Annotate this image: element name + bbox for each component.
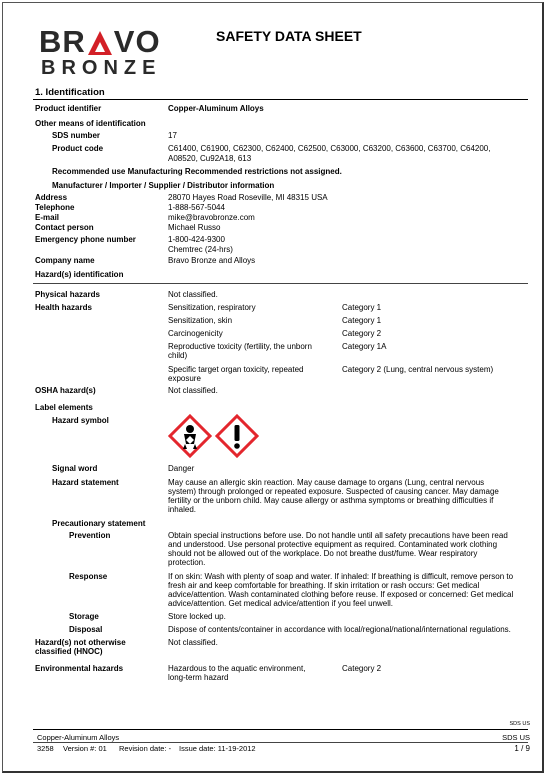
- response-line: advice/attention. Get medical advice/attention if you feel unwell.: [168, 599, 394, 608]
- health-hazard-name-cont: exposure: [168, 374, 201, 383]
- disposal-value: Dispose of contents/container in accordance with local/regional/national/international regulations.: [168, 625, 511, 634]
- footer-revision: Revision date: -: [119, 744, 172, 753]
- footer-version: Version #: 01: [63, 744, 107, 753]
- sds-number-value: 17: [168, 131, 177, 140]
- health-hazard-category: Category 2: [342, 329, 382, 338]
- hnoc-value: Not classified.: [168, 638, 218, 647]
- section-rule: [33, 99, 528, 100]
- sds-number-label: SDS number: [52, 131, 101, 140]
- product-code-label: Product code: [52, 144, 104, 153]
- emergency-label: Emergency phone number: [35, 235, 136, 244]
- logo-text-left: BR: [39, 24, 86, 59]
- label-elements-label: Label elements: [35, 403, 93, 412]
- environmental-hazard-name: Hazardous to the aquatic environment,: [168, 664, 306, 673]
- manufacturer-label: Manufacturer / Importer / Supplier / Distributor information: [52, 181, 275, 190]
- footer-issue-date: Issue date: 11-19-2012: [179, 744, 256, 753]
- bravo-bronze-logo: [39, 24, 162, 79]
- health-hazard-category: Category 2 (Lung, central nervous system): [342, 365, 494, 374]
- hnoc-label-cont: classified (HNOC): [35, 647, 103, 656]
- response-label: Response: [69, 572, 108, 581]
- exclamation-pictogram-icon: [215, 414, 259, 458]
- contact-value: Michael Russo: [168, 223, 221, 232]
- footer-sds-us: SDS US: [502, 733, 530, 742]
- sds-page: [2, 2, 544, 773]
- footer-rule: [33, 729, 528, 730]
- health-hazard-name-cont: child): [168, 351, 188, 360]
- address-value: 28070 Hayes Road Roseville, MI 48315 USA: [168, 193, 328, 202]
- osha-hazards-label: OSHA hazard(s): [35, 386, 96, 395]
- document-title: SAFETY DATA SHEET: [216, 28, 362, 44]
- response-line: If on skin: Wash with plenty of soap and water. If inhaled: If breathing is difficult, remove person to: [168, 572, 514, 581]
- emergency-line2: Chemtrec (24-hrs): [168, 245, 233, 254]
- environmental-hazards-label: Environmental hazards: [35, 664, 124, 673]
- email-value[interactable]: mike@bravobronze.com: [168, 213, 255, 222]
- contact-label: Contact person: [35, 223, 94, 232]
- health-hazard-category: Category 1: [342, 303, 382, 312]
- hazard-rule: [33, 283, 528, 284]
- footer-doc-number: 3258: [37, 744, 54, 753]
- physical-hazards-value: Not classified.: [168, 290, 218, 299]
- environmental-hazard-name-cont: long-term hazard: [168, 673, 229, 682]
- company-value: Bravo Bronze and Alloys: [168, 256, 256, 265]
- section-title: 1. Identification: [35, 87, 105, 98]
- storage-label: Storage: [69, 612, 99, 621]
- physical-hazards-label: Physical hazards: [35, 290, 100, 299]
- signal-word-value: Danger: [168, 464, 195, 473]
- hazard-statement-line: system) through prolonged or repeated exposure. Suspected of causing cancer. May damage: [168, 487, 499, 496]
- precautionary-label: Precautionary statement: [52, 519, 146, 528]
- hazard-statement-label: Hazard statement: [52, 478, 119, 487]
- logo-text-right: VO: [113, 24, 161, 59]
- hazard-pictograms: [168, 414, 259, 458]
- health-hazard-name: Reproductive toxicity (fertility, the unborn: [168, 342, 312, 351]
- prevention-line: protection.: [168, 558, 206, 567]
- footer-product: Copper-Aluminum Alloys: [37, 733, 120, 742]
- emergency-line1: 1-800-424-9300: [168, 235, 225, 244]
- telephone-label: Telephone: [35, 203, 75, 212]
- response-line: fresh air and keep comfortable for breathing. If skin irritation or rash occurs: Get medical: [168, 581, 480, 590]
- hazard-identification-label: Hazard(s) identification: [35, 270, 124, 279]
- hazard-statement-line: May cause an allergic skin reaction. May cause damage to organs (Lung, central nervous: [168, 478, 485, 487]
- environmental-hazard-category: Category 2: [342, 664, 382, 673]
- product-identifier-label: Product identifier: [35, 104, 102, 113]
- response-line: advice/attention. Wash contaminated clothing before reuse. If exposed or concerned: Get medical: [168, 590, 514, 599]
- disposal-label: Disposal: [69, 625, 103, 634]
- company-label: Company name: [35, 256, 95, 265]
- health-hazards-label: Health hazards: [35, 303, 92, 312]
- prevention-line: should not be allowed out of the workplace. Do not breathe dust/fume. Wear respiratory: [168, 549, 478, 558]
- signal-word-label: Signal word: [52, 464, 98, 473]
- footer-rule-2: [33, 742, 528, 743]
- telephone-value: 1-888-567-5044: [168, 203, 225, 212]
- product-identifier-value: Copper-Aluminum Alloys: [168, 104, 264, 113]
- product-code-line2: A08520, Cu92A18, 613: [168, 154, 252, 163]
- logo-subtitle: BRONZE: [41, 57, 162, 79]
- email-label: E-mail: [35, 213, 60, 222]
- hnoc-label: Hazard(s) not otherwise: [35, 638, 126, 647]
- storage-value: Store locked up.: [168, 612, 226, 621]
- footer-page-number: 1 / 9: [514, 744, 530, 753]
- hazard-symbol-label: Hazard symbol: [52, 416, 109, 425]
- address-label: Address: [35, 193, 68, 202]
- product-code-line1: C61400, C61900, C62300, C62400, C62500, C63000, C63200, C63600, C63700, C64200,: [168, 144, 491, 153]
- prevention-line: and understood. Use personal protective equipment as required. Contaminated work clothing: [168, 540, 498, 549]
- hazard-statement-line: inhaled.: [168, 505, 197, 514]
- health-hazard-name: Carcinogenicity: [168, 329, 223, 338]
- hazard-statement-line: fertility or the unborn child. May cause allergy or asthma symptoms or breathing difficulties if: [168, 496, 494, 505]
- footer-sds-us-small: SDS US: [509, 721, 530, 727]
- recommended-use: Recommended use Manufacturing Recommended restrictions not assigned.: [52, 167, 342, 176]
- health-hazard-name: Sensitization, respiratory: [168, 303, 256, 312]
- health-hazard-category: Category 1: [342, 316, 382, 325]
- other-means-label: Other means of identification: [35, 119, 146, 128]
- health-hazard-pictogram-icon: [168, 414, 212, 458]
- health-hazard-name: Specific target organ toxicity, repeated: [168, 365, 304, 374]
- health-hazard-category: Category 1A: [342, 342, 387, 351]
- prevention-line: Obtain special instructions before use. Do not handle until all safety precautions have been read: [168, 531, 508, 540]
- osha-hazards-value: Not classified.: [168, 386, 218, 395]
- logo-triangle-icon: [87, 29, 113, 56]
- health-hazard-name: Sensitization, skin: [168, 316, 233, 325]
- prevention-label: Prevention: [69, 531, 111, 540]
